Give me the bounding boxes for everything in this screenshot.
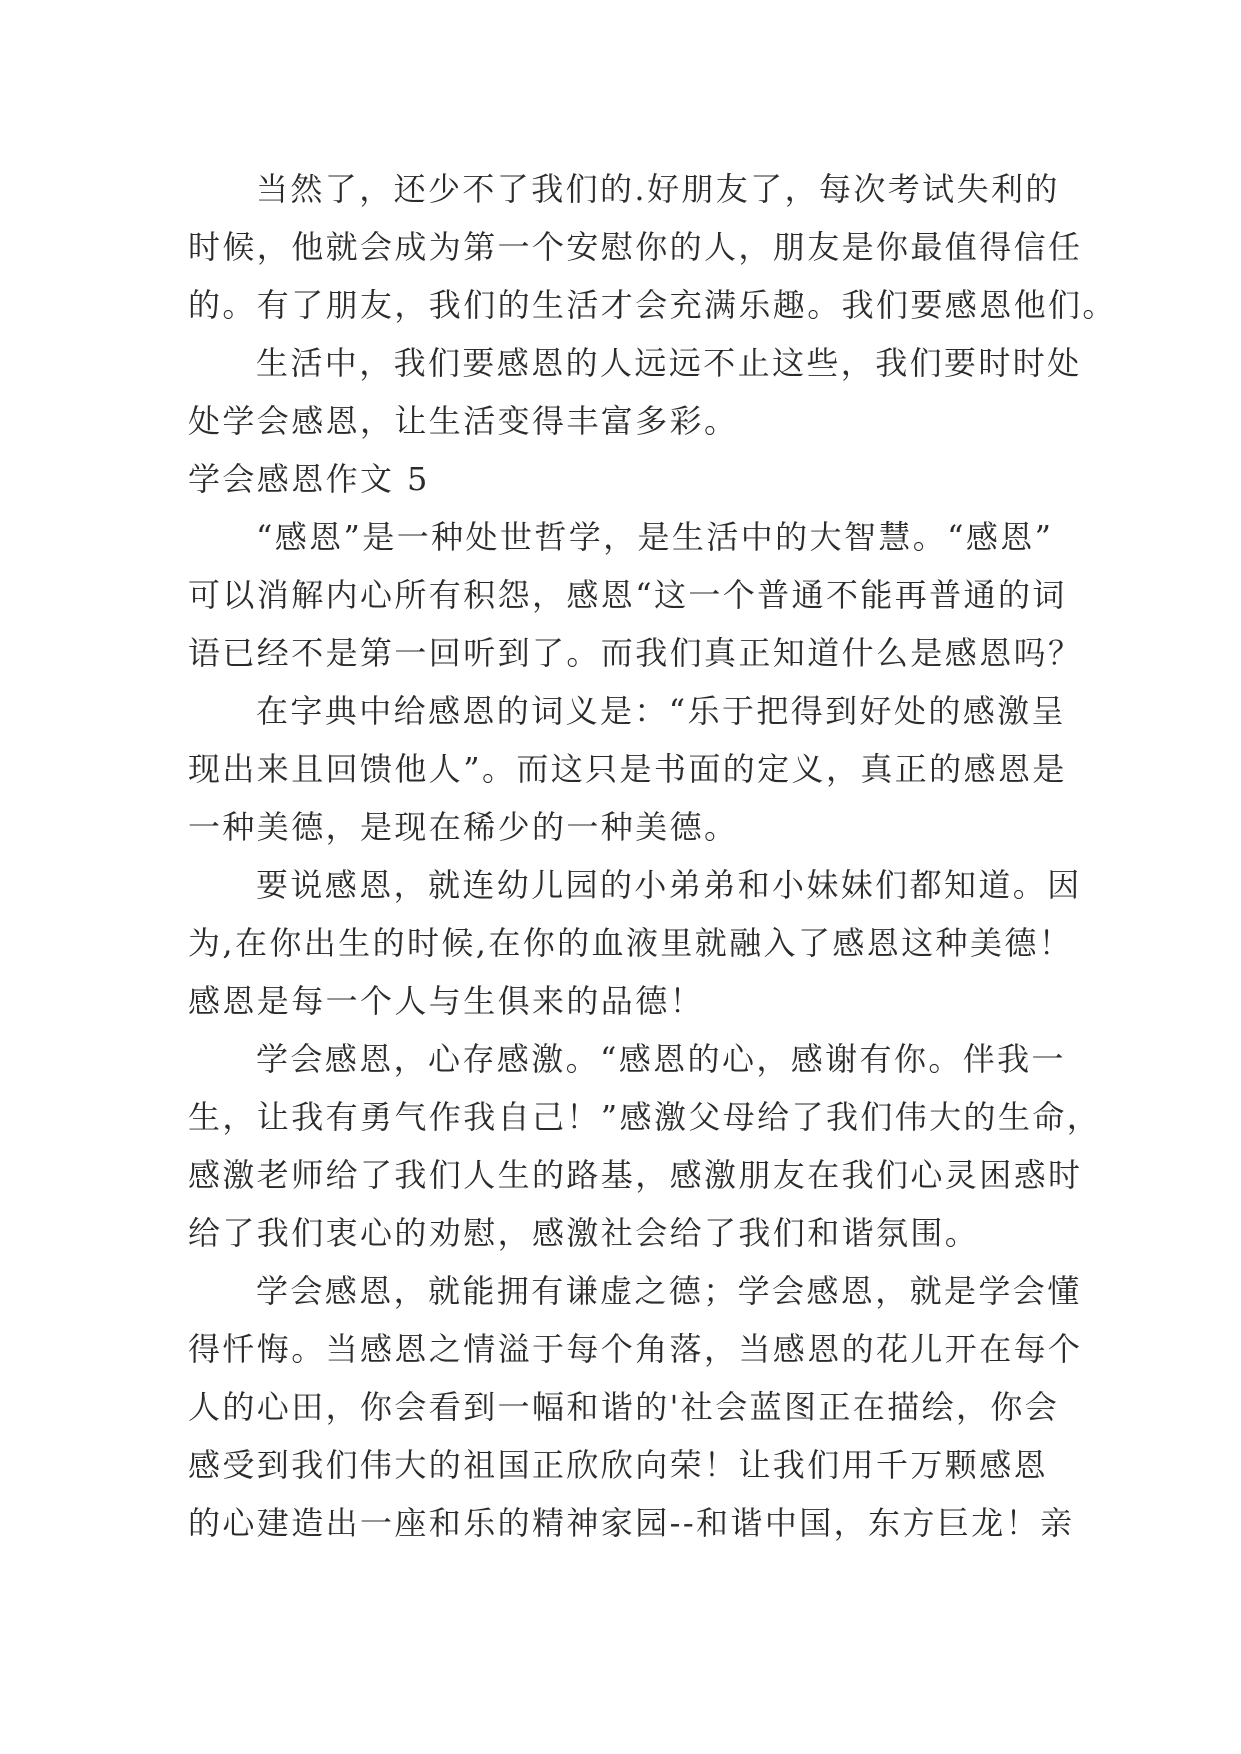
text-line: 人的心田，你会看到一幅和谐的'社会蓝图正在描绘，你会 <box>188 1388 1060 1426</box>
text-line: 学会感恩，就能拥有谦虚之德；学会感恩，就是学会懂 <box>256 1272 1082 1310</box>
text-line: 处学会感恩，让生活变得丰富多彩。 <box>188 402 739 440</box>
text-line: 为,在你出生的时候,在你的血液里就融入了感恩这种美德！ <box>188 924 1074 962</box>
text-line: 时候，他就会成为第一个安慰你的人，朋友是你最值得信任 <box>188 228 1083 266</box>
text-line: 现出来且回馈他人”。而这只是书面的定义，真正的感恩是 <box>188 750 1067 788</box>
text-line: 学会感恩，心存感激。“感恩的心，感谢有你。伴我一 <box>256 1040 1066 1078</box>
text-line: 在字典中给感恩的词义是：“乐于把得到好处的感激呈 <box>256 692 1066 730</box>
text-line: 语已经不是第一回听到了。而我们真正知道什么是感恩吗？ <box>188 634 1083 672</box>
text-line: 生，让我有勇气作我自己！”感激父母给了我们伟大的生命， <box>188 1098 1102 1136</box>
text-line: 要说感恩，就连幼儿园的小弟弟和小妹妹们都知道。因 <box>256 866 1082 904</box>
text-line: “感恩”是一种处世哲学，是生活中的大智慧。“感恩” <box>256 518 1054 556</box>
text-line: 给了我们衷心的劝慰，感激社会给了我们和谐氛围。 <box>188 1214 980 1252</box>
text-line: 感恩是每一个人与生俱来的品德！ <box>188 982 705 1020</box>
text-line: 得忏悔。当感恩之情溢于每个角落，当感恩的花儿开在每个 <box>188 1330 1083 1368</box>
section-heading: 学会感恩作文 5 <box>188 460 430 498</box>
text-line: 可以消解内心所有积怨，感恩“这一个普通不能再普通的词 <box>188 576 1067 614</box>
text-line: 感受到我们伟大的祖国正欣欣向荣！让我们用千万颗感恩 <box>188 1446 1049 1484</box>
document-body <box>188 160 1117 1552</box>
text-line: 当然了，还少不了我们的.好朋友了，每次考试失利的 <box>256 170 1060 208</box>
text-line: 的。有了朋友，我们的生活才会充满乐趣。我们要感恩他们。 <box>188 286 1117 324</box>
text-line: 生活中，我们要感恩的人远远不止这些，我们要时时处 <box>256 344 1082 382</box>
text-line: 的心建造出一座和乐的精神家园--和谐中国，东方巨龙！亲 <box>188 1504 1075 1542</box>
text-line: 一种美德，是现在稀少的一种美德。 <box>188 808 739 846</box>
text-line: 感激老师给了我们人生的路基，感激朋友在我们心灵困惑时 <box>188 1156 1083 1194</box>
